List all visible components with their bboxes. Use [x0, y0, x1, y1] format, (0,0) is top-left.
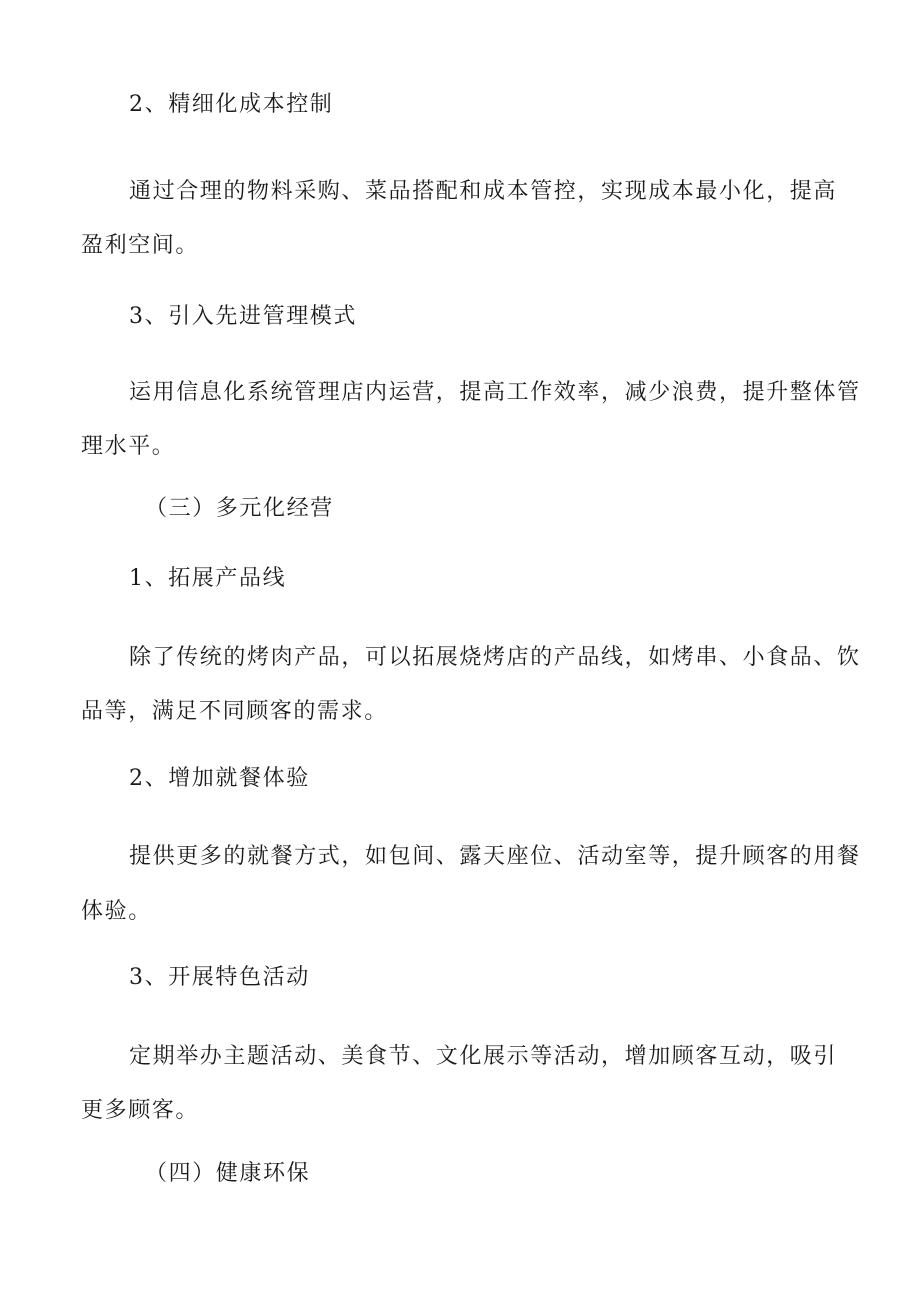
paragraph-product-line-2: 品等，满足不同顾客的需求。	[81, 699, 388, 724]
item-heading-events: 3、开展特色活动	[129, 965, 310, 990]
item-heading-management: 3、引入先进管理模式	[129, 304, 357, 329]
item-heading-product-line: 1、拓展产品线	[129, 566, 287, 591]
item-heading-cost-control: 2、精细化成本控制	[129, 92, 334, 117]
paragraph-events-line-1: 定期举办主题活动、美食节、文化展示等活动，增加顾客互动，吸引	[129, 1044, 838, 1069]
item-heading-dining: 2、增加就餐体验	[129, 766, 310, 791]
paragraph-dining-line-2: 体验。	[81, 899, 152, 924]
paragraph-management-line-1: 运用信息化系统管理店内运营，提高工作效率，减少浪费，提升整体管	[129, 380, 861, 405]
section-heading-diversified: （三）多元化经营	[145, 496, 334, 521]
paragraph-product-line-1: 除了传统的烤肉产品，可以拓展烧烤店的产品线，如烤串、小食品、饮	[129, 645, 861, 670]
paragraph-dining-line-1: 提供更多的就餐方式，如包间、露天座位、活动室等，提升顾客的用餐	[129, 844, 861, 869]
section-heading-health: （四）健康环保	[145, 1161, 311, 1186]
paragraph-cost-control-line-2: 盈利空间。	[81, 233, 200, 258]
paragraph-cost-control-line-1: 通过合理的物料采购、菜品搭配和成本管控，实现成本最小化，提高	[129, 179, 838, 204]
paragraph-events-line-2: 更多顾客。	[81, 1098, 200, 1123]
paragraph-management-line-2: 理水平。	[81, 434, 176, 459]
